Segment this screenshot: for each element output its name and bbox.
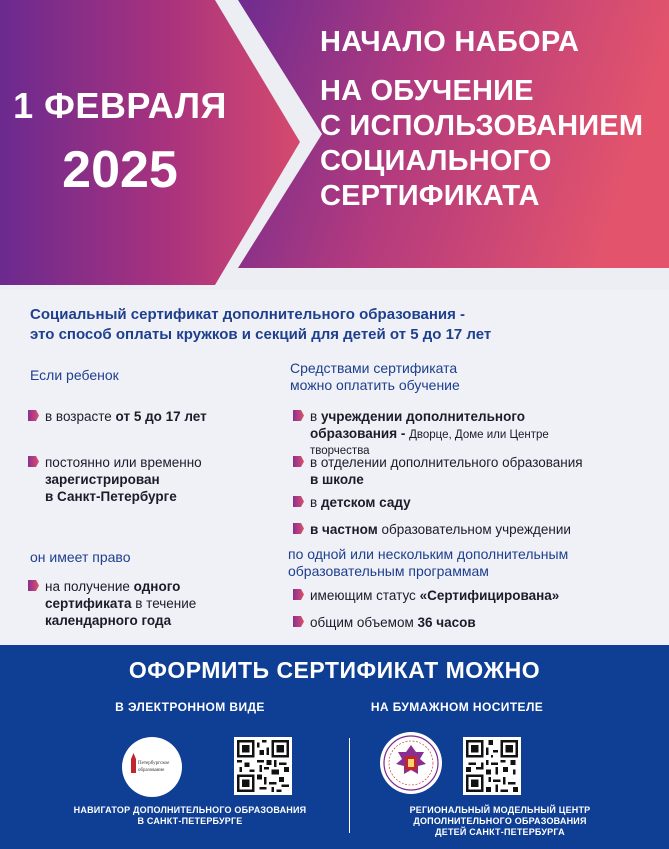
right-heading: Средствами сертификата можно оплатить обучение [290,360,460,393]
list-item: в детском саду [310,494,640,511]
list-item: в отделении дополнительного образования в школе [310,454,650,488]
paper-heading: НА БУМАЖНОМ НОСИТЕЛЕ [370,700,544,714]
intro-line: Социальный сертификат дополнительного образования - [30,306,466,323]
regional-center-logo[interactable] [380,732,442,794]
bullet-icon [293,496,304,507]
list-item: постоянно или временно зарегистрирован в Санкт-Петербурге [45,454,285,505]
logo-text: образование [138,768,165,773]
bullet-icon [293,523,304,534]
programs-heading: по одной или нескольким дополнительным образовательным программам [288,546,569,579]
bullet-icon [293,616,304,627]
list-item: общим объемом 36 часов [310,614,640,631]
list-item: на получение одного сертификата в течение календарного года [45,578,285,629]
title-sub [320,74,643,214]
title-sub-line: С ИСПОЛЬЗОВАНИЕМ [320,110,644,142]
date-day: 1 ФЕВРАЛЯ [13,85,227,126]
date-year: 2025 [62,141,178,199]
bullet-icon [28,456,39,467]
left-heading: Если ребенок [30,367,119,383]
rights-heading: он имеет право [30,549,131,565]
intro-line: это способ оплаты кружков и секций для детей от 5 до 17 лет [30,326,492,343]
petersburg-education-logo[interactable] [122,737,182,797]
qr-code-icon[interactable] [463,737,521,795]
bullet-icon [293,589,304,600]
title-sub-line: СЕРТИФИКАТА [320,180,540,212]
qr-code-icon[interactable] [234,737,292,795]
bullet-icon [28,410,39,421]
right-caption: РЕГИОНАЛЬНЫЙ МОДЕЛЬНЫЙ ЦЕНТР ДОПОЛНИТЕЛЬНОГО ОБРАЗОВАНИЯ ДЕТЕЙ САНКТ-ПЕТЕРБУРГА [409,805,591,837]
list-item: в частном образовательном учреждении [310,521,650,538]
bullet-icon [293,410,304,421]
logo-text: Петербургское [138,761,170,766]
bullet-icon [293,456,304,467]
list-item: в возрасте от 5 до 17 лет [45,408,285,425]
list-item: имеющим статус «Сертифицирована» [310,587,640,604]
footer [0,645,669,849]
title-main: НАЧАЛО НАБОРА [320,26,580,58]
electronic-heading: В ЭЛЕКТРОННОМ ВИДЕ [115,700,265,714]
list-item: в учреждении дополнительного образования - Дворце, Доме или Центре творчества [310,408,640,457]
left-caption: НАВИГАТОР ДОПОЛНИТЕЛЬНОГО ОБРАЗОВАНИЯ В САНКТ-ПЕТЕРБУРГЕ [73,805,307,826]
footer-title: ОФОРМИТЬ СЕРТИФИКАТ МОЖНО [128,657,541,683]
intro-text [30,305,650,345]
header-banner [0,0,669,290]
title-sub-line: СОЦИАЛЬНОГО [320,145,552,177]
bullet-icon [28,580,39,591]
info-section [0,290,669,645]
title-sub-line: НА ОБУЧЕНИЕ [320,75,534,107]
